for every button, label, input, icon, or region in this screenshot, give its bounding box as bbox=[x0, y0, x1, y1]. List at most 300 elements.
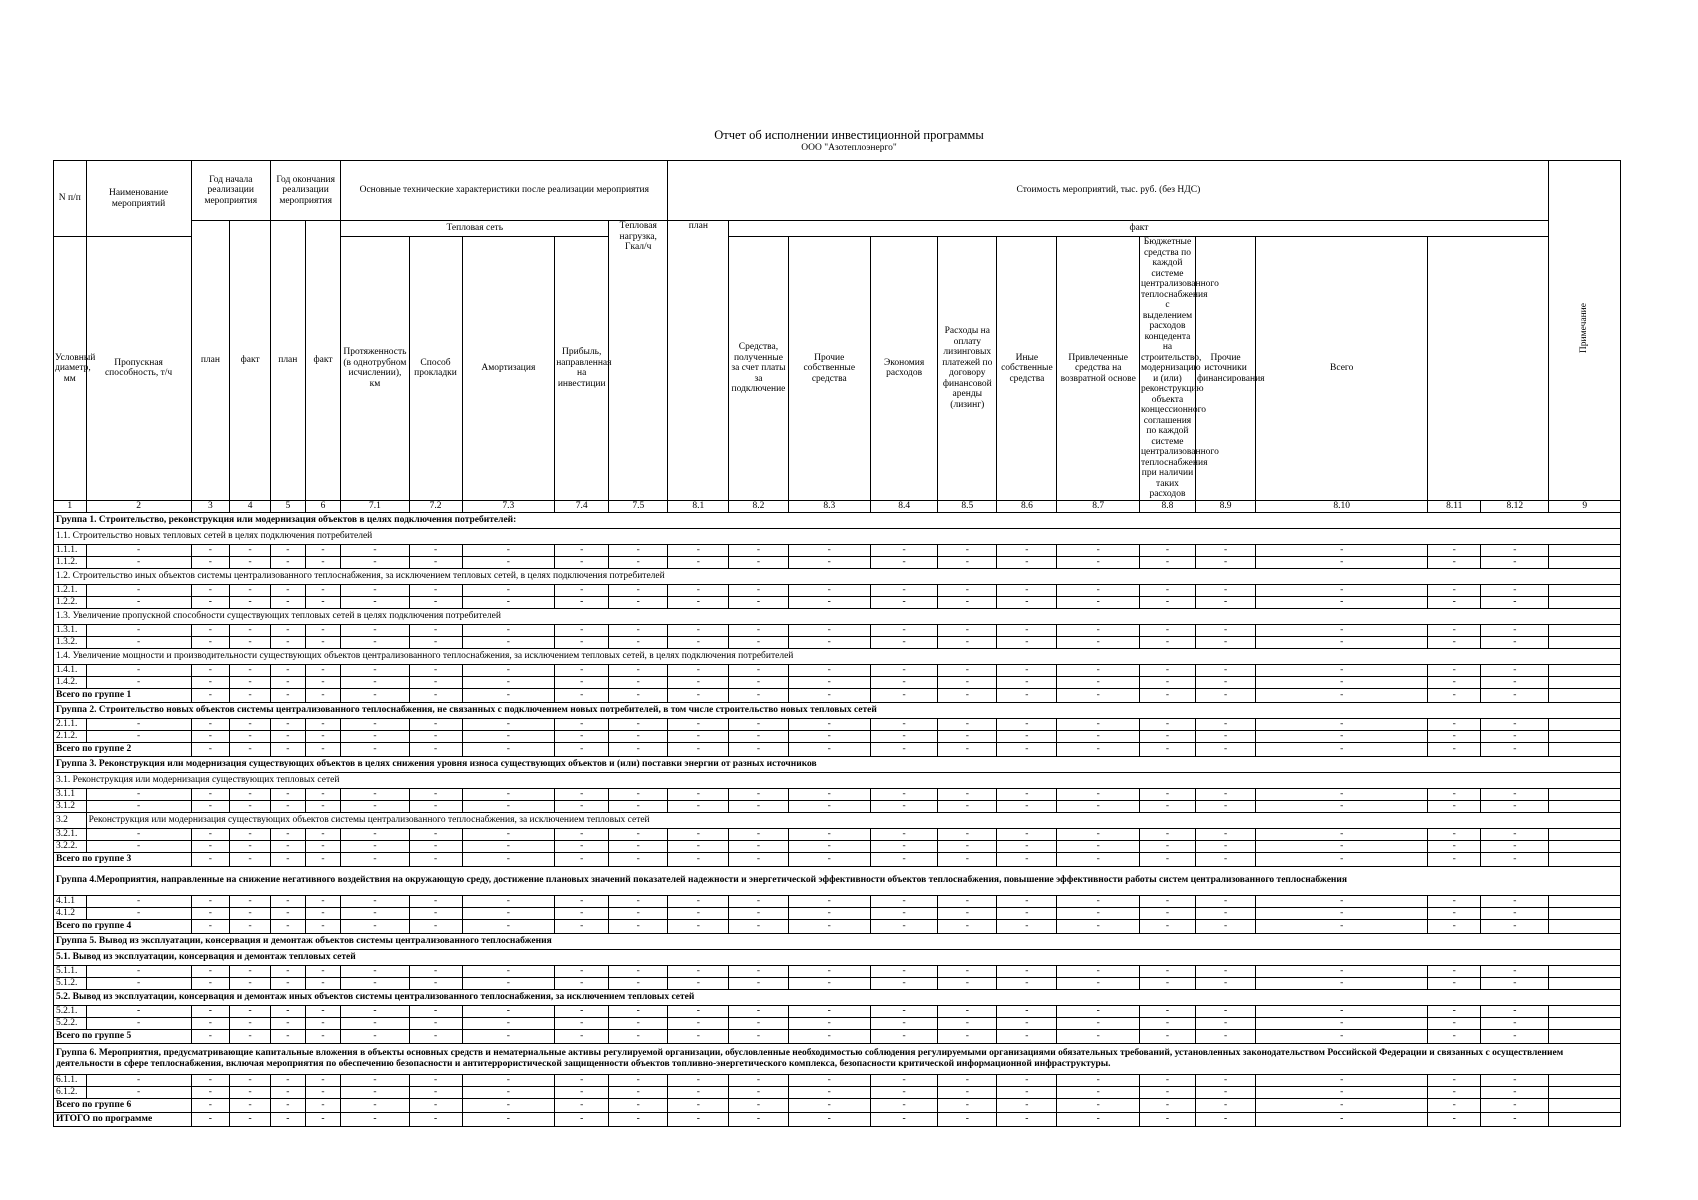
table-cell: - bbox=[1428, 624, 1481, 636]
table-cell: - bbox=[1481, 584, 1549, 596]
table-cell: - bbox=[409, 907, 462, 919]
table-cell: - bbox=[938, 730, 997, 742]
table-cell: - bbox=[230, 556, 271, 568]
table-cell: - bbox=[1428, 742, 1481, 756]
column-number: 8.4 bbox=[871, 500, 938, 512]
table-cell: - bbox=[555, 788, 609, 800]
table-cell: - bbox=[997, 1086, 1057, 1098]
table-cell: - bbox=[462, 556, 555, 568]
table-cell: - bbox=[871, 1086, 938, 1098]
table-cell: - bbox=[305, 1098, 341, 1112]
table-cell: - bbox=[1139, 742, 1195, 756]
table-cell: - bbox=[462, 907, 555, 919]
table-cell: - bbox=[609, 895, 668, 907]
table-cell: - bbox=[1256, 1029, 1428, 1043]
table-cell: - bbox=[1428, 636, 1481, 648]
column-number: 8.6 bbox=[997, 500, 1057, 512]
table-cell: - bbox=[938, 556, 997, 568]
table-cell: - bbox=[1428, 919, 1481, 933]
table-row bbox=[54, 624, 1621, 636]
table-cell: - bbox=[997, 544, 1057, 556]
table-cell: - bbox=[1256, 596, 1428, 608]
table-cell: - bbox=[997, 828, 1057, 840]
table-cell: - bbox=[609, 1029, 668, 1043]
table-cell: - bbox=[271, 1112, 306, 1126]
group-title: Группа 2. Строительство новых объектов системы централизованного теплоснабжения, не связанных с подключением новых потребителей, в том числе строительство новых тепловых сетей bbox=[54, 702, 1621, 718]
table-cell: - bbox=[341, 895, 409, 907]
table-cell: - bbox=[191, 718, 230, 730]
table-cell: - bbox=[1256, 624, 1428, 636]
table-cell: - bbox=[729, 596, 788, 608]
table-cell: - bbox=[938, 1112, 997, 1126]
table-cell: - bbox=[668, 596, 729, 608]
column-number: 8.3 bbox=[788, 500, 871, 512]
table-cell: - bbox=[938, 596, 997, 608]
table-cell: - bbox=[271, 788, 306, 800]
table-cell: - bbox=[409, 1086, 462, 1098]
table-cell: - bbox=[729, 1086, 788, 1098]
column-number: 7.4 bbox=[555, 500, 609, 512]
table-cell: - bbox=[305, 840, 341, 852]
table-cell: - bbox=[305, 1005, 341, 1017]
subgroup-header-row bbox=[54, 772, 1621, 788]
row-number: 4.1.1 bbox=[54, 895, 87, 907]
table-cell: - bbox=[1428, 730, 1481, 742]
table-cell: - bbox=[788, 1098, 871, 1112]
table-cell: - bbox=[1256, 840, 1428, 852]
table-cell: - bbox=[191, 919, 230, 933]
table-cell: - bbox=[555, 730, 609, 742]
group-title: 3.1. Реконструкция или модернизация существующих тепловых сетей bbox=[54, 772, 1621, 788]
table-cell: - bbox=[341, 977, 409, 989]
table-cell: - bbox=[341, 1074, 409, 1086]
table-cell: - bbox=[729, 919, 788, 933]
table-cell: - bbox=[788, 919, 871, 933]
table-cell: - bbox=[1195, 895, 1255, 907]
table-cell: - bbox=[409, 919, 462, 933]
table-cell: - bbox=[555, 852, 609, 866]
table-cell: - bbox=[788, 544, 871, 556]
table-cell: - bbox=[230, 1098, 271, 1112]
table-cell: - bbox=[191, 624, 230, 636]
table-cell: - bbox=[1139, 907, 1195, 919]
table-cell: - bbox=[871, 556, 938, 568]
table-cell: - bbox=[871, 1098, 938, 1112]
table-cell: - bbox=[341, 1017, 409, 1029]
table-cell: - bbox=[462, 676, 555, 688]
table-cell: - bbox=[1481, 596, 1549, 608]
row-number: 1.1.1. bbox=[54, 544, 87, 556]
table-cell: - bbox=[191, 730, 230, 742]
table-cell: - bbox=[1481, 919, 1549, 933]
table-cell: - bbox=[1428, 788, 1481, 800]
table-cell: - bbox=[409, 742, 462, 756]
table-cell: - bbox=[938, 688, 997, 702]
table-cell: - bbox=[462, 584, 555, 596]
subgroup-header-row bbox=[54, 812, 1621, 828]
table-cell: - bbox=[1057, 1005, 1140, 1017]
table-cell: - bbox=[1428, 907, 1481, 919]
table-cell: - bbox=[668, 730, 729, 742]
table-cell bbox=[1549, 688, 1621, 702]
table-cell: - bbox=[271, 556, 306, 568]
table-cell: - bbox=[1139, 852, 1195, 866]
table-cell: - bbox=[271, 584, 306, 596]
group-title: 5.2. Вывод из эксплуатации, консервация и демонтаж иных объектов системы централизованного теплоснабжения, за исключением тепловых сетей bbox=[54, 989, 1621, 1005]
column-number: 4 bbox=[230, 500, 271, 512]
table-cell: - bbox=[1481, 1112, 1549, 1126]
table-cell: - bbox=[938, 828, 997, 840]
table-cell: - bbox=[191, 664, 230, 676]
table-cell: - bbox=[609, 664, 668, 676]
table-cell: - bbox=[271, 544, 306, 556]
table-cell: - bbox=[462, 1112, 555, 1126]
table-cell: - bbox=[305, 1074, 341, 1086]
table-cell: - bbox=[1057, 718, 1140, 730]
table-cell: - bbox=[555, 965, 609, 977]
table-cell: - bbox=[609, 828, 668, 840]
table-cell bbox=[1549, 840, 1621, 852]
table-cell: - bbox=[788, 788, 871, 800]
table-cell: - bbox=[609, 1017, 668, 1029]
header-cost: Стоимость мероприятий, тыс. руб. (без НДС) bbox=[668, 161, 1549, 221]
column-number: 7.3 bbox=[462, 500, 555, 512]
subgroup-header-row bbox=[54, 528, 1621, 544]
column-number: 8.7 bbox=[1057, 500, 1140, 512]
table-cell: - bbox=[191, 1086, 230, 1098]
table-cell: - bbox=[1256, 852, 1428, 866]
table-cell: - bbox=[409, 596, 462, 608]
header-heat-network: Тепловая сеть bbox=[341, 221, 609, 237]
table-row bbox=[54, 1017, 1621, 1029]
table-cell: - bbox=[271, 1098, 306, 1112]
total-row bbox=[54, 1098, 1621, 1112]
table-cell: - bbox=[668, 676, 729, 688]
row-number: 5.1.1. bbox=[54, 965, 87, 977]
table-cell: - bbox=[462, 688, 555, 702]
table-cell: - bbox=[305, 788, 341, 800]
group-header-row bbox=[54, 512, 1621, 528]
table-cell: - bbox=[409, 1074, 462, 1086]
table-cell: - bbox=[341, 624, 409, 636]
column-number: 3 bbox=[191, 500, 230, 512]
table-cell: - bbox=[305, 919, 341, 933]
table-cell: - bbox=[555, 1017, 609, 1029]
table-row bbox=[54, 636, 1621, 648]
table-cell: - bbox=[609, 788, 668, 800]
group-header-row bbox=[54, 1043, 1621, 1074]
table-cell: - bbox=[1139, 1029, 1195, 1043]
table-cell: - bbox=[729, 742, 788, 756]
table-cell: - bbox=[1481, 840, 1549, 852]
table-cell: - bbox=[409, 624, 462, 636]
header-plan-end: план bbox=[271, 221, 306, 501]
table-cell: - bbox=[462, 1098, 555, 1112]
table-cell: - bbox=[1195, 664, 1255, 676]
column-number: 8.2 bbox=[729, 500, 788, 512]
table-cell: - bbox=[86, 1086, 191, 1098]
column-number: 8.1 bbox=[668, 500, 729, 512]
table-cell: - bbox=[1195, 676, 1255, 688]
table-cell: - bbox=[555, 977, 609, 989]
table-cell: - bbox=[788, 664, 871, 676]
table-cell: - bbox=[341, 1112, 409, 1126]
table-cell: - bbox=[1256, 1017, 1428, 1029]
table-cell: - bbox=[409, 1029, 462, 1043]
column-number: 8.11 bbox=[1428, 500, 1481, 512]
table-row bbox=[54, 596, 1621, 608]
table-cell: - bbox=[729, 624, 788, 636]
header-connection: Средства, полученные за счет платы за подключение bbox=[729, 237, 788, 501]
table-cell: - bbox=[1195, 596, 1255, 608]
total-label: Всего по группе 1 bbox=[54, 688, 192, 702]
table-cell: - bbox=[341, 584, 409, 596]
table-cell: - bbox=[230, 664, 271, 676]
table-cell: - bbox=[668, 624, 729, 636]
table-cell: - bbox=[1195, 636, 1255, 648]
group-title: Группа 4.Мероприятия, направленные на снижение негативного воздействия на окружающую среду, достижение плановых значений показателей надежности и энергетической эффективности объектов теплоснабжения, повышение эффективности работы систем централизованного теплоснабжения bbox=[54, 866, 1621, 895]
table-cell: - bbox=[609, 907, 668, 919]
table-cell: - bbox=[1195, 840, 1255, 852]
table-cell: - bbox=[997, 1017, 1057, 1029]
table-cell: - bbox=[341, 1086, 409, 1098]
row-number: 5.1.2. bbox=[54, 977, 87, 989]
table-cell: - bbox=[305, 895, 341, 907]
table-cell: - bbox=[788, 676, 871, 688]
table-cell: - bbox=[1139, 840, 1195, 852]
table-cell bbox=[1549, 1029, 1621, 1043]
table-cell: - bbox=[555, 907, 609, 919]
table-cell: - bbox=[271, 636, 306, 648]
group-header-row bbox=[54, 949, 1621, 965]
table-cell: - bbox=[230, 828, 271, 840]
header-heat-load: Тепловая нагрузка, Гкал/ч bbox=[609, 221, 668, 501]
header-plan: план bbox=[668, 221, 729, 501]
table-cell: - bbox=[1481, 730, 1549, 742]
table-cell: - bbox=[1195, 742, 1255, 756]
table-cell: - bbox=[871, 584, 938, 596]
table-cell: - bbox=[271, 1017, 306, 1029]
table-cell: - bbox=[1481, 1029, 1549, 1043]
table-cell: - bbox=[1481, 907, 1549, 919]
table-cell: - bbox=[305, 1086, 341, 1098]
column-number: 8.5 bbox=[938, 500, 997, 512]
table-cell: - bbox=[609, 544, 668, 556]
table-cell: - bbox=[1256, 788, 1428, 800]
table-cell: - bbox=[668, 840, 729, 852]
table-cell: - bbox=[1428, 596, 1481, 608]
table-cell: - bbox=[462, 636, 555, 648]
table-cell: - bbox=[997, 718, 1057, 730]
table-cell: - bbox=[341, 544, 409, 556]
table-cell: - bbox=[788, 1074, 871, 1086]
table-cell: - bbox=[462, 1005, 555, 1017]
table-cell: - bbox=[230, 1017, 271, 1029]
table-cell: - bbox=[462, 919, 555, 933]
table-cell: - bbox=[938, 718, 997, 730]
table-cell: - bbox=[788, 1005, 871, 1017]
table-cell: - bbox=[1057, 730, 1140, 742]
table-cell: - bbox=[1139, 1017, 1195, 1029]
header-budget: Бюджетные средства по каждой системе централизованного теплоснабжения с выделением расходов концедента на строительство, модернизацию и (или) реконструкцию объекта концессионного соглашения по каждой системе централизованного теплоснабжения при наличии таких расходов bbox=[1140, 237, 1219, 499]
table-cell: - bbox=[191, 1074, 230, 1086]
group-title: Реконструкция или модернизация существующих объектов системы централизованного теплоснабжения, за исключением тепловых сетей bbox=[86, 812, 1620, 828]
table-cell: - bbox=[668, 852, 729, 866]
subgroup-header-row bbox=[54, 568, 1621, 584]
table-cell: - bbox=[997, 788, 1057, 800]
table-cell: - bbox=[230, 676, 271, 688]
table-cell: - bbox=[1195, 965, 1255, 977]
table-cell: - bbox=[997, 596, 1057, 608]
table-cell: - bbox=[871, 1005, 938, 1017]
table-cell: - bbox=[409, 676, 462, 688]
table-cell: - bbox=[871, 688, 938, 702]
table-cell: - bbox=[555, 688, 609, 702]
header-plan-start: план bbox=[191, 221, 230, 501]
table-cell: - bbox=[462, 852, 555, 866]
table-cell: - bbox=[609, 742, 668, 756]
table-cell: - bbox=[191, 907, 230, 919]
table-cell: - bbox=[788, 1017, 871, 1029]
table-cell: - bbox=[997, 1005, 1057, 1017]
table-cell: - bbox=[871, 1112, 938, 1126]
table-cell: - bbox=[462, 895, 555, 907]
table-cell: - bbox=[668, 544, 729, 556]
table-cell bbox=[1549, 1005, 1621, 1017]
table-cell: - bbox=[191, 688, 230, 702]
column-number: 7.1 bbox=[341, 500, 409, 512]
column-number: 9 bbox=[1549, 500, 1621, 512]
table-cell: - bbox=[1195, 584, 1255, 596]
table-cell: - bbox=[1195, 1112, 1255, 1126]
table-cell: - bbox=[86, 664, 191, 676]
table-cell: - bbox=[938, 544, 997, 556]
table-cell: - bbox=[938, 965, 997, 977]
header-other-own: Прочие собственные средства bbox=[788, 237, 871, 501]
report-subtitle: ООО "Азотеплоэнерго" bbox=[801, 143, 897, 153]
table-cell: - bbox=[1139, 556, 1195, 568]
table-cell: - bbox=[1195, 828, 1255, 840]
table-cell: - bbox=[788, 852, 871, 866]
table-cell: - bbox=[938, 840, 997, 852]
table-cell: - bbox=[1256, 919, 1428, 933]
table-cell: - bbox=[997, 1074, 1057, 1086]
table-cell: - bbox=[1195, 1005, 1255, 1017]
table-cell: - bbox=[191, 895, 230, 907]
table-cell: - bbox=[230, 544, 271, 556]
table-cell: - bbox=[1139, 544, 1195, 556]
table-row bbox=[54, 1086, 1621, 1098]
group-header-row bbox=[54, 756, 1621, 772]
table-cell bbox=[1549, 977, 1621, 989]
table-cell: - bbox=[1481, 965, 1549, 977]
table-cell: - bbox=[86, 1005, 191, 1017]
table-cell: - bbox=[1057, 1098, 1140, 1112]
table-cell: - bbox=[305, 977, 341, 989]
row-number: 2.1.1. bbox=[54, 718, 87, 730]
table-cell: - bbox=[788, 636, 871, 648]
table-cell: - bbox=[555, 828, 609, 840]
row-number: 3.1.1 bbox=[54, 788, 87, 800]
table-cell: - bbox=[788, 730, 871, 742]
table-cell: - bbox=[1256, 907, 1428, 919]
table-cell: - bbox=[462, 977, 555, 989]
table-cell: - bbox=[1428, 688, 1481, 702]
table-cell: - bbox=[462, 730, 555, 742]
table-cell: - bbox=[668, 788, 729, 800]
table-cell: - bbox=[609, 556, 668, 568]
table-cell: - bbox=[555, 742, 609, 756]
table-cell: - bbox=[788, 556, 871, 568]
table-cell: - bbox=[1057, 676, 1140, 688]
table-cell: - bbox=[1428, 1017, 1481, 1029]
table-cell: - bbox=[1139, 919, 1195, 933]
table-cell: - bbox=[668, 636, 729, 648]
column-number: 8.10 bbox=[1256, 500, 1428, 512]
table-cell: - bbox=[409, 584, 462, 596]
group-header-row bbox=[54, 866, 1621, 895]
table-cell: - bbox=[191, 1112, 230, 1126]
header-fact-end: факт bbox=[305, 221, 341, 501]
table-cell: - bbox=[230, 800, 271, 812]
table-cell: - bbox=[305, 852, 341, 866]
table-cell: - bbox=[1139, 676, 1195, 688]
table-cell: - bbox=[1057, 907, 1140, 919]
table-cell: - bbox=[305, 718, 341, 730]
table-cell: - bbox=[609, 1098, 668, 1112]
table-cell: - bbox=[997, 895, 1057, 907]
table-cell bbox=[1549, 556, 1621, 568]
table-row bbox=[54, 907, 1621, 919]
table-cell: - bbox=[1256, 544, 1428, 556]
table-cell bbox=[1549, 800, 1621, 812]
table-cell: - bbox=[729, 965, 788, 977]
table-cell bbox=[1549, 584, 1621, 596]
table-cell: - bbox=[555, 1029, 609, 1043]
table-cell: - bbox=[729, 636, 788, 648]
total-label: Всего по группе 6 bbox=[54, 1098, 192, 1112]
table-cell: - bbox=[938, 907, 997, 919]
table-cell: - bbox=[86, 895, 191, 907]
group-title: Группа 3. Реконструкция или модернизация существующих объектов в целях снижения уровня износа существующих объектов и (или) поставки энергии от разных источников bbox=[54, 756, 1621, 772]
subgroup-header-row bbox=[54, 608, 1621, 624]
table-cell: - bbox=[86, 828, 191, 840]
table-cell: - bbox=[1057, 1112, 1140, 1126]
table-cell: - bbox=[1256, 556, 1428, 568]
table-cell: - bbox=[555, 840, 609, 852]
table-cell: - bbox=[1139, 1086, 1195, 1098]
table-cell: - bbox=[555, 584, 609, 596]
table-cell: - bbox=[230, 596, 271, 608]
table-cell: - bbox=[668, 907, 729, 919]
table-cell: - bbox=[191, 676, 230, 688]
table-cell: - bbox=[1481, 544, 1549, 556]
table-cell: - bbox=[729, 718, 788, 730]
table-cell: - bbox=[230, 788, 271, 800]
table-cell: - bbox=[462, 1074, 555, 1086]
table-cell: - bbox=[609, 584, 668, 596]
table-cell: - bbox=[305, 596, 341, 608]
table-cell: - bbox=[788, 840, 871, 852]
header-diameter: Условный диаметр, мм bbox=[54, 237, 87, 501]
table-cell: - bbox=[191, 828, 230, 840]
header-capacity: Пропускная способность, т/ч bbox=[86, 237, 191, 501]
table-cell: - bbox=[341, 965, 409, 977]
table-row bbox=[54, 965, 1621, 977]
table-cell: - bbox=[997, 584, 1057, 596]
table-cell: - bbox=[729, 1074, 788, 1086]
total-row bbox=[54, 919, 1621, 933]
